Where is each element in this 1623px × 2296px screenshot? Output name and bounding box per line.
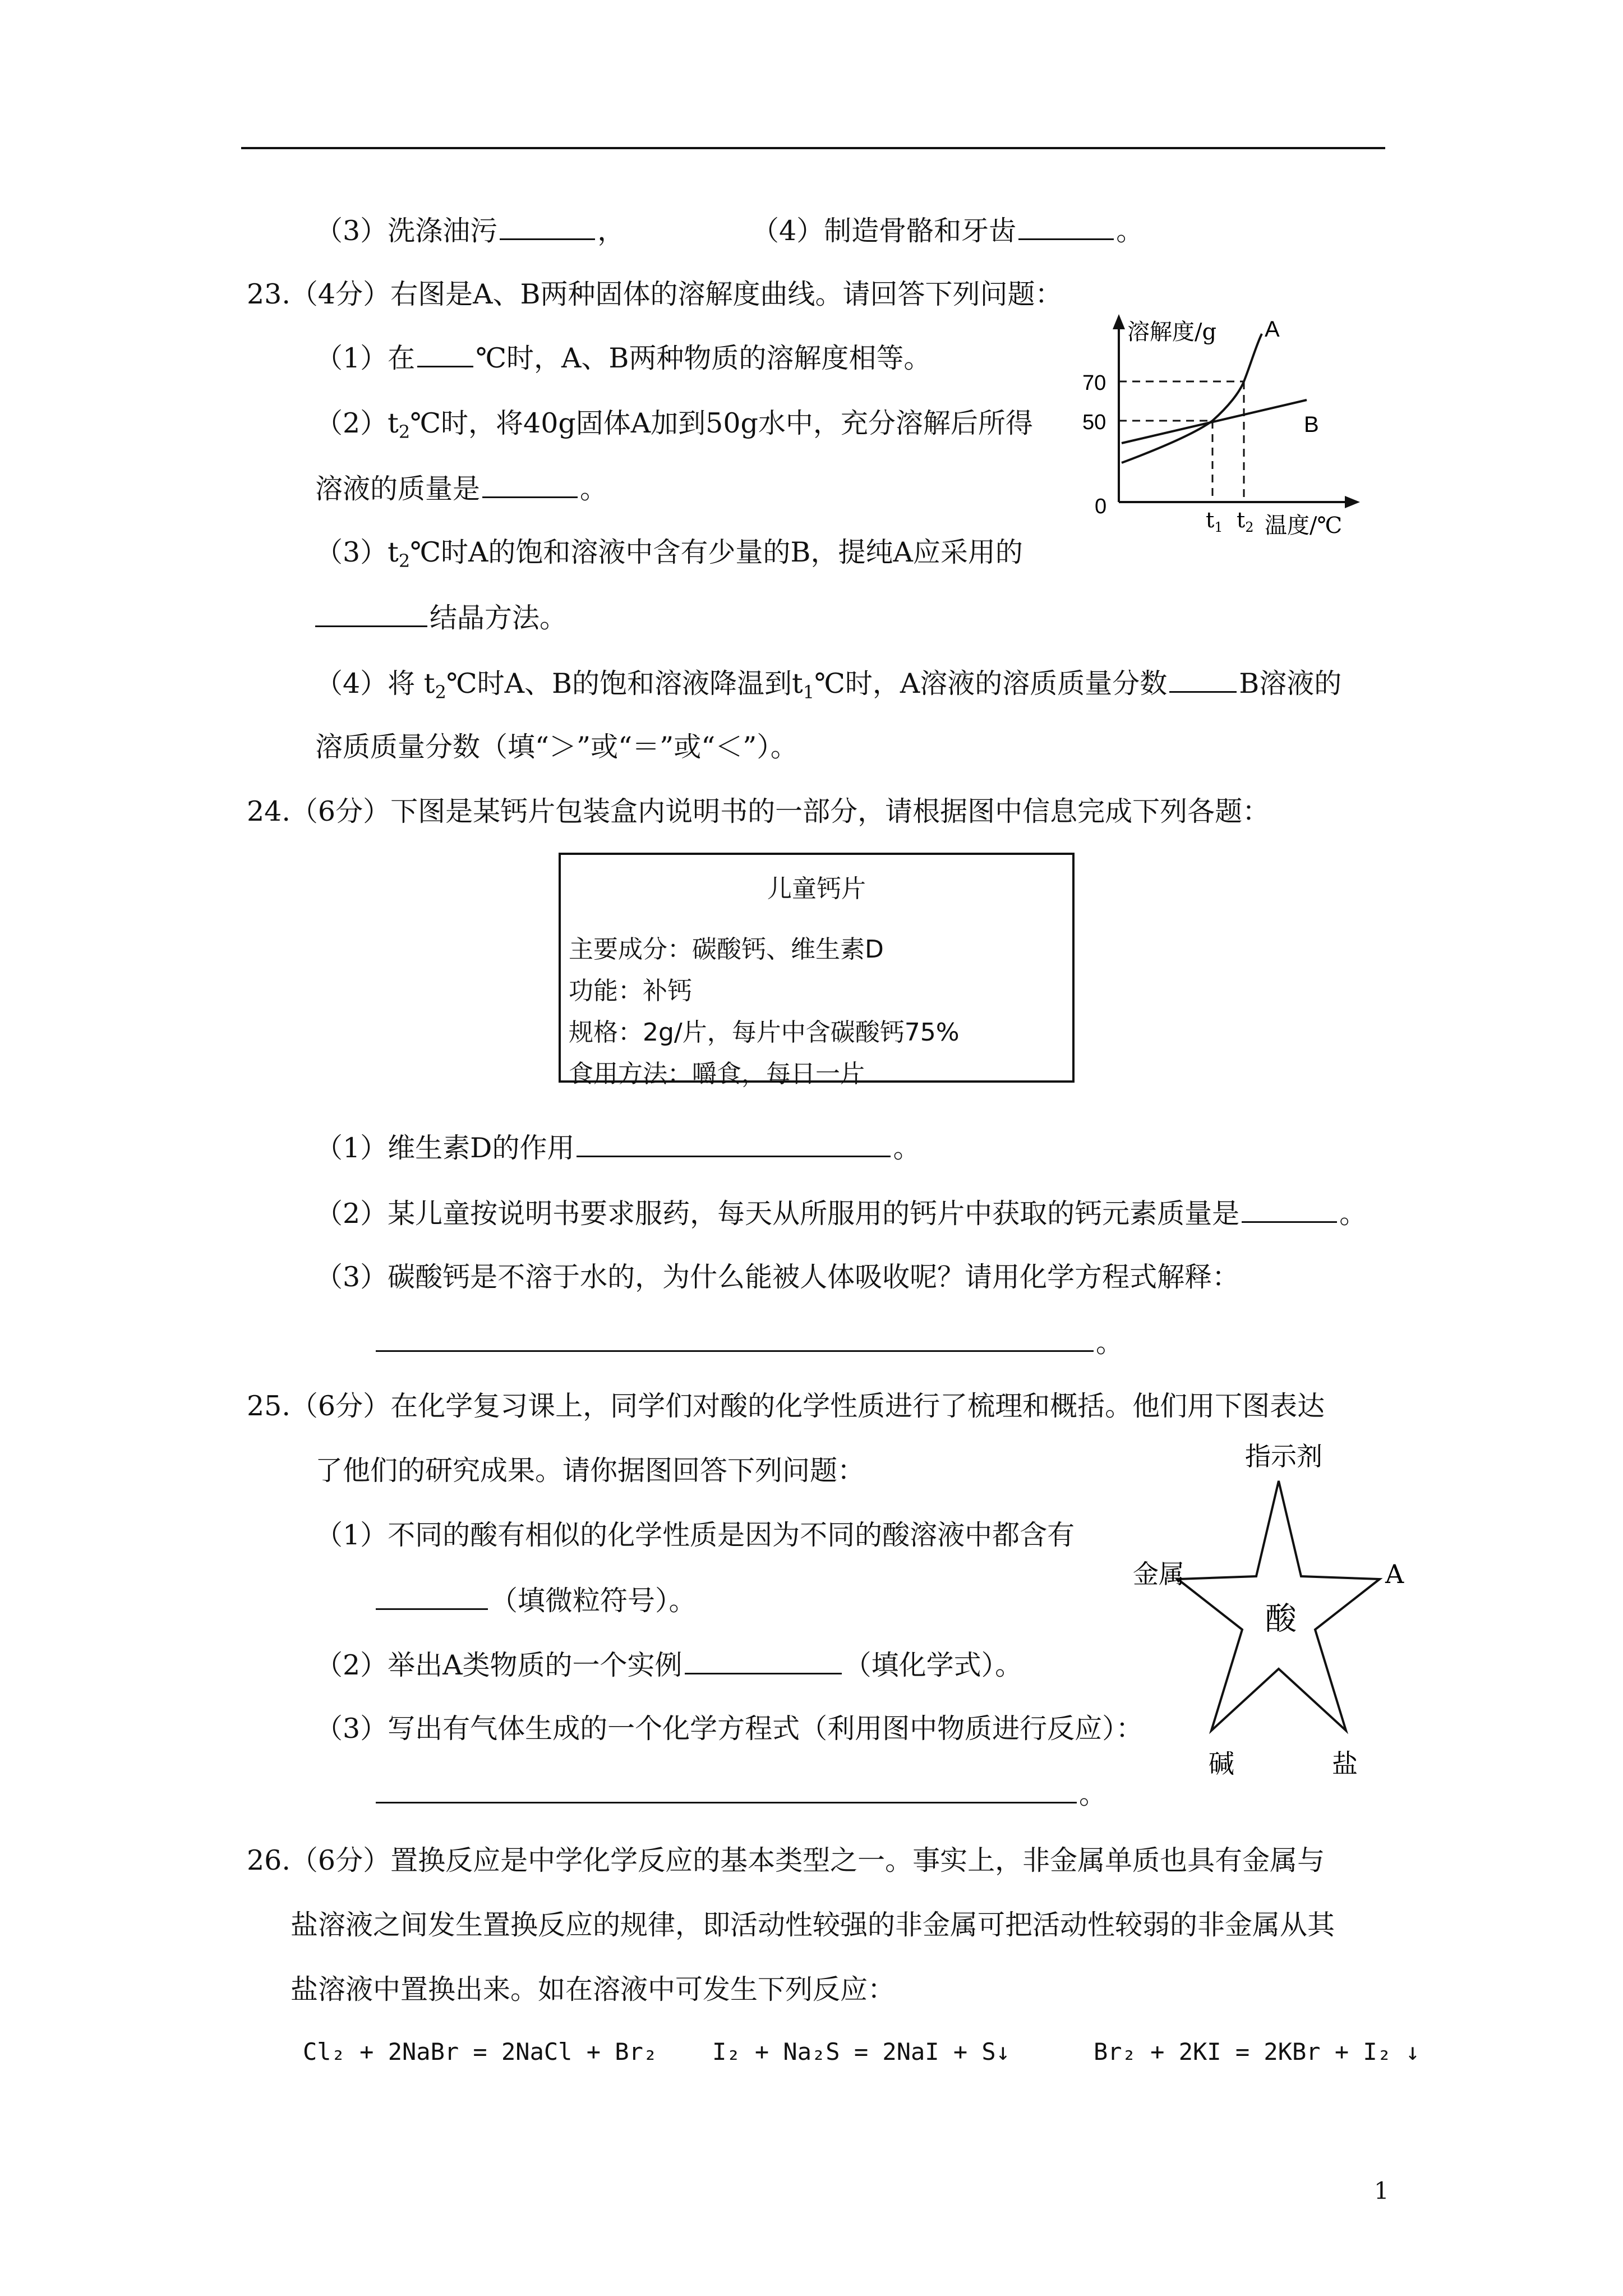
star-left-label: 金属 — [1133, 1559, 1184, 1589]
q23-part3 — [315, 536, 1023, 572]
graph-label-b: B — [1304, 412, 1319, 437]
star-bottom-right-label: 盐 — [1332, 1749, 1358, 1779]
q23-p4-text-d: B溶液的 — [1239, 668, 1342, 700]
box-line-3: 规格：2g/片，每片中含碳酸钙75% — [569, 1018, 960, 1047]
q25-p2-text-b: （填化学式）。 — [843, 1649, 1023, 1681]
q23-part4-cont: 溶质质量分数（填“＞”或“＝”或“＜”）。 — [315, 731, 798, 763]
subscript: 2 — [435, 682, 446, 703]
x-axis-arrow — [1345, 496, 1360, 508]
q23-p2-text-c: 溶液的质量是 — [315, 473, 481, 505]
q26-line3: 盐溶液中置换出来。如在溶液中可发生下列反应： — [291, 1973, 896, 2005]
answer-blank[interactable] — [1169, 669, 1237, 693]
box-line-2: 功能：补钙 — [569, 977, 692, 1005]
q23-p3-text-c: 结晶方法。 — [430, 602, 568, 634]
acid-star-diagram — [1133, 1436, 1424, 1801]
q24-part3: （3）碳酸钙是不溶于水的，为什么能被人体吸收呢？请用化学方程式解释： — [315, 1261, 1240, 1293]
q24-stem: 24.（6分）下图是某钙片包装盒内说明书的一部分，请根据图中信息完成下列各题： — [247, 795, 1270, 827]
q24-part3-answer — [376, 1327, 1124, 1359]
q23-part1 — [315, 343, 931, 372]
answer-blank[interactable] — [1018, 216, 1114, 240]
box-title: 儿童钙片 — [767, 875, 866, 903]
q25-p1-text-b: （填微粒符号）。 — [490, 1585, 697, 1617]
graph-origin: 0 — [1095, 495, 1107, 518]
q25-stem: 25.（6分）在化学复习课上，同学们对酸的化学性质进行了梳理和概括。他们用下图表达 — [247, 1390, 1325, 1422]
answer-blank[interactable] — [577, 1133, 891, 1157]
curve-a — [1122, 334, 1262, 463]
q23-part2-cont — [315, 474, 607, 503]
q25-p3-end: 。 — [1079, 1778, 1107, 1810]
graph-xlabel: 温度/℃ — [1265, 513, 1343, 539]
graph-label-a: A — [1265, 317, 1280, 342]
graph-y50: 50 — [1082, 411, 1106, 434]
box-line-1: 主要成分：碳酸钙、维生素D — [569, 935, 884, 964]
q23-p1-text: （1）在 — [315, 342, 416, 374]
q23-stem: 23.（4分）右图是A、B两种固体的溶解度曲线。请回答下列问题： — [247, 278, 1063, 310]
answer-blank[interactable] — [376, 1586, 488, 1610]
q24-p2-end: 。 — [1339, 1198, 1367, 1230]
q22-item3 — [315, 216, 625, 245]
answer-blank[interactable] — [417, 343, 473, 367]
q24-part1 — [315, 1133, 920, 1162]
q23-p4-text-c: ℃时，A溶液的溶质质量分数 — [814, 668, 1168, 700]
graph-ylabel: 溶解度/g — [1127, 319, 1217, 345]
answer-blank[interactable] — [500, 216, 595, 240]
q23-p2-text: （2）t — [315, 407, 399, 439]
q25-p2-text: （2）举出A类物质的一个实例 — [315, 1649, 683, 1681]
star-bottom-left-label: 碱 — [1209, 1749, 1234, 1779]
q23-p1-text-b: ℃时，A、B两种物质的溶解度相等。 — [476, 342, 932, 374]
box-line-4: 食用方法：嚼食，每日一片 — [569, 1060, 865, 1088]
q24-p1-text: （1）维生素D的作用 — [315, 1132, 575, 1164]
page-number: 1 — [1374, 2177, 1389, 2205]
q26-line2: 盐溶液之间发生置换反应的规律，即活动性较强的非金属可把活动性较弱的非金属从其 — [291, 1909, 1335, 1941]
answer-blank[interactable] — [685, 1650, 842, 1674]
subscript: 1 — [803, 682, 815, 703]
q23-p2-text-b: ℃时，将40g固体A加到50g水中，充分溶解后所得 — [410, 407, 1033, 439]
q22-item4-text: （4）制造骨骼和牙齿 — [751, 215, 1017, 247]
q22-item4-end: 。 — [1116, 215, 1144, 247]
q23-part3-cont — [315, 603, 567, 632]
answer-blank[interactable] — [482, 474, 578, 498]
q23-p3-text: （3）t — [315, 536, 399, 568]
q24-p2-text: （2）某儿童按说明书要求服药，每天从所服用的钙片中获取的钙元素质量是 — [315, 1198, 1240, 1230]
answer-blank[interactable] — [376, 1328, 1094, 1352]
solubility-graph — [1066, 311, 1380, 558]
subscript: 2 — [398, 421, 411, 443]
q24-p1-end: 。 — [893, 1132, 921, 1164]
graph-y70: 70 — [1082, 371, 1106, 395]
star-top-label: 指示剂 — [1245, 1441, 1322, 1471]
q25-stem-cont: 了他们的研究成果。请你据图回答下列问题： — [315, 1455, 865, 1487]
q26-equation-3: Br₂ + 2KI = 2KBr + I₂ ↓ — [1094, 2038, 1420, 2065]
q22-item3-text: （3）洗涤油污 — [315, 215, 498, 247]
q24-part2 — [315, 1198, 1367, 1230]
star-center-label: 酸 — [1265, 1601, 1297, 1637]
star-right-label: A — [1385, 1559, 1404, 1589]
q24-p3-end: 。 — [1096, 1327, 1124, 1359]
graph-t1: $t_1$ — [1206, 508, 1223, 535]
q26-equation-1: Cl₂ + 2NaBr = 2NaCl + Br₂ — [303, 2038, 658, 2065]
q23-part2 — [315, 409, 1033, 441]
answer-blank[interactable] — [376, 1779, 1077, 1803]
q25-part1-cont — [376, 1585, 697, 1617]
q23-p4-text: （4）将 t — [315, 668, 435, 700]
q26-line1: 26.（6分）置换反应是中学化学反应的基本类型之一。事实上，非金属单质也具有金属与 — [247, 1844, 1325, 1876]
subscript: 2 — [398, 550, 411, 572]
answer-blank[interactable] — [315, 603, 427, 627]
q25-part1: （1）不同的酸有相似的化学性质是因为不同的酸溶液中都含有 — [315, 1519, 1075, 1551]
y-axis-arrow — [1113, 314, 1125, 329]
header-rule — [241, 147, 1385, 149]
graph-t2: $t_2$ — [1237, 508, 1254, 535]
q25-part3-answer — [376, 1779, 1106, 1808]
q22-item3-end: ， — [597, 215, 625, 247]
q25-part2 — [315, 1650, 1022, 1679]
q23-p4-text-b: ℃时A、B的饱和溶液降温到t — [446, 668, 803, 700]
calcium-label-box — [559, 853, 1075, 1088]
q23-p2-text-d: 。 — [580, 473, 608, 505]
answer-blank[interactable] — [1242, 1199, 1337, 1223]
q22-item4 — [751, 216, 1144, 245]
q26-equation-2: I₂ + Na₂S = 2NaI + S↓ — [712, 2038, 1011, 2065]
q23-part4 — [315, 669, 1341, 701]
q25-part3: （3）写出有气体生成的一个化学方程式（利用图中物质进行反应）： — [315, 1713, 1144, 1745]
q23-p3-text-b: ℃时A的饱和溶液中含有少量的B，提纯A应采用的 — [410, 536, 1023, 568]
